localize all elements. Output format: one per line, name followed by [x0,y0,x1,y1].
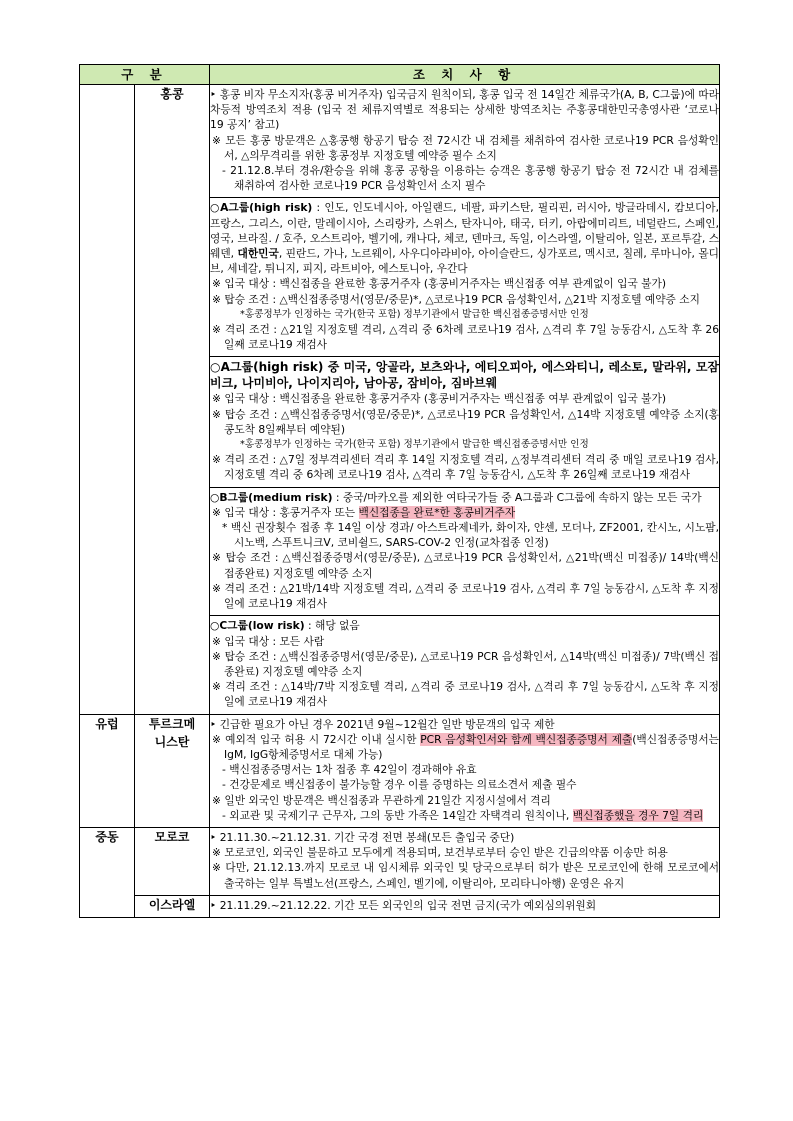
row-morocco [80,827,720,895]
group-a-special-title: ○A그룹(high risk) 중 미국, 앙골라, 보츠와나, 에티오피아, 에스와티니, 레소토, 말라위, 모잠비크, 나미비아, 나이지리아, 남아공, 잠비아, 짐바브웨 [210,360,720,391]
turkmenistan-measures [210,714,720,827]
text-span: - 외교관 및 국제기구 근무자, 그의 동반 가족은 14일간 자택격리 원칙이나, [222,808,573,822]
text-line: ※ 탑승 조건 : △백신접종증명서(영문/중문), △코로나19 PCR 음성확인서, △14박(백신 미접종)/ 7박(백신 접종완료) 지정호텔 예약증 소지 [212,649,720,678]
group-a-special-section [210,356,719,486]
footnote: *홍콩정부가 인정하는 국가(한국 포함) 정부기관에서 발급한 백신접종증명서만 인정 [240,439,589,451]
group-b-title: ○B그룹(medium risk) [210,490,333,504]
text-line-highlight [210,808,719,823]
text-line: ※ 격리 조건 : △14박/7박 지정호텔 격리, △격리 중 코로나19 검사, △격리 후 7일 능동감시, △도착 후 지정일에 코로나19 재검사 [212,680,720,709]
group-c-header [210,618,719,633]
text-line: - 건강문제로 백신접종이 불가능할 경우 이를 증명하는 의료소견서 제출 필수 [222,778,577,792]
group-a-title: ○A그룹(high risk) [210,201,313,215]
header-category: 구 분 [80,65,210,85]
text-span: : 인도, 인도네시아, 아일랜드, 네팔, 파키스탄, 필리핀, 러시아, 방글라데시, 캄보디아, 프랑스, 그리스, 이란, 말레이시아, 스리랑카, 스위스, 탄자니아, 태국, 터키, 아랍에미리트, 네덜란드, 스페인, 영국, 브라질. / 호주, 오스트리아, 벨기에, 캐나다, 체코, 덴마크, 독일, 이스라엘, 이탈리아, 일본, 포르투갈, 스웨덴, [210,201,720,261]
text-span: : 중국/마카오를 제외한 여타국가들 중 A그룹과 C그룹에 속하지 않는 모든 국가 [332,490,702,504]
text-line: ‣ 21.11.30.~21.12.31. 기간 국경 전면 봉쇄(모든 출입국 중단) [210,830,515,844]
text-line: - 백신접종증명서는 1차 접종 후 42일이 경과해야 유효 [222,763,477,777]
text-line: ※ 격리 조건 : △21박/14박 지정호텔 격리, △격리 중 코로나19 검사, △격리 후 7일 능동감시, △도착 후 지정일에 코로나19 재검사 [212,581,720,611]
text-line: ‣ 긴급한 필요가 아닌 경우 2021년 9월~12월간 일반 방문객의 입국 제한 [210,717,555,731]
text-line: ※ 일반 외국인 방문객은 백신접종과 무관하게 21일간 지정시설에서 격리 [212,793,551,807]
israel-section [210,896,719,917]
table-header-row [80,65,720,85]
morocco-measures [210,827,720,895]
country-morocco: 모로코 [135,827,210,895]
country-hongkong: 홍콩 [135,85,210,715]
text-span: (백신접종증명서는 IgM, IgG항체증명서로 대체 가능) [224,732,719,761]
text-line: ※ 격리 조건 : △21일 지정호텔 격리, △격리 중 6차례 코로나19 검사, △격리 후 7일 능동감시, △도착 후 26일째 코로나19 재검사 [212,323,720,352]
hongkong-measures [210,85,720,715]
text-line: ※ 격리 조건 : △7일 정부격리센터 격리 후 14일 지정호텔 격리, △정부격리센터 격리 중 매일 코로나19 검사, 지정호텔 격리 중 6차례 코로나19 검사, △격리 후 7일 능동감시, △도착 후 26일째 코로나19 재검사 [212,453,720,482]
highlight-text: PCR 음성확인서와 함께 백신접종증명서 제출 [420,732,633,746]
country-turkmenistan: 투르크메니스탄 [135,714,210,827]
text-span: , 핀란드, 가나, 노르웨이, 사우디아라비아, 아이슬란드, 싱가포르, 멕시코, 칠레, 루마니아, 몰디브, 세네갈, 튀니지, 피지, 라트비아, 에스토니아, 우간다 [210,247,719,276]
text-line: ※ 탑승 조건 : △백신접종증명서(영문/중문)*, △코로나19 PCR 음성확인서, △14박 지정호텔 예약증 소지(홍콩도착 8일째부터 예약된) [212,407,720,436]
group-b-entry [210,505,719,520]
region-cell-empty [80,85,135,715]
text-line: ※ 다만, 21.12.13.까지 모로코 내 임시체류 외국인 및 당국으로부터 허가 받은 모로코인에 한해 모로코에서 출국하는 일부 특별노선(프랑스, 스페인, 벨기에, 이탈리아, 모리타니아행) 운영은 유지 [212,861,720,890]
text-line: ※ 모로코인, 외국인 불문하고 모두에게 적용되며, 보건부로부터 승인 받은 긴급의약품 이송만 허용 [212,846,668,860]
group-b-header [210,490,719,505]
text-line: - 21.12.8.부터 경유/환승을 위해 홍콩 공항을 이용하는 승객은 홍콩행 항공기 탑승 전 72시간 내 검체를 채취하여 검사한 코로나19 PCR 음성확인서 소지 필수 [222,164,720,193]
country-israel: 이스라엘 [135,895,210,917]
text-line: ※ 탑승 조건 : △백신접종증명서(영문/중문), △코로나19 PCR 음성확인서, △21박(백신 미접종)/ 14박(백신 접종완료) 지정호텔 예약증 소지 [212,551,720,580]
text-span: ※ 입국 대상 : 홍콩거주자 또는 [212,505,359,519]
text-line: ※ 입국 대상 : 백신접종을 완료한 홍콩거주자 (홍콩비거주자는 백신접종 여부 관계없이 입국 불가) [212,277,666,291]
text-line: ‣ 홍콩 비자 무소지자(홍콩 비거주자) 입국금지 원칙이되, 홍콩 입국 전 14일간 체류국가(A, B, C그룹)에 따라 차등적 방역조치 적용 (입국 전 체류지역별로 적용되는 상세한 방역조치는 주홍콩대한민국총영사관 ‘코로나19 공지’ 참고) [210,88,720,132]
text-span: : 해당 없음 [304,619,360,633]
row-turkmenistan [80,714,720,827]
header-measures: 조 치 사 항 [210,65,720,85]
region-europe: 유럽 [80,714,135,827]
text-line-highlight [210,732,719,762]
group-a-section [210,197,719,356]
text-line: ‣ 21.11.29.~21.12.22. 기간 모든 외국인의 입국 전면 금지(국가 예외심의위원회 [210,898,597,912]
measures-table [79,64,720,918]
group-c-title: ○C그룹(low risk) [210,619,305,633]
row-hongkong [80,85,720,715]
group-c-section [210,615,719,713]
morocco-section [210,828,719,895]
region-middle-east: 중동 [80,827,135,917]
korea-bold: 대한민국 [237,247,279,261]
turkmenistan-section [210,715,719,827]
text-line: ※ 입국 대상 : 모든 사람 [212,634,325,648]
footnote: *홍콩정부가 인정하는 국가(한국 포함) 정부기관에서 발급한 백신접종증명서만 인정 [240,308,589,320]
highlight-text: 백신접종했을 경우 7일 격리 [572,808,704,822]
hongkong-intro [210,85,719,197]
highlight-text: 백신접종을 완료*한 홍콩비거주자 [358,505,516,519]
row-israel [80,895,720,917]
text-line: * 백신 권장횟수 접종 후 14일 이상 경과/ 아스트라제네카, 화이자, 얀센, 모더나, ZF2001, 칸시노, 시노팜, 시노백, 스푸트니크V, 코비쉴드, SARS-COV-2 인정(교차접종 인정) [222,521,720,550]
group-a-countries [210,200,719,276]
text-line: ※ 탑승 조건 : △백신접종증명서(영문/중문)*, △코로나19 PCR 음성확인서, △21박 지정호텔 예약증 소지 [212,292,700,306]
text-span: ※ 예외적 입국 허용 시 72시간 이내 실시한 [212,732,421,746]
text-line: ※ 모든 홍콩 방문객은 △홍콩행 항공기 탑승 전 72시간 내 검체를 채취하여 검사한 코로나19 PCR 음성확인서, △의무격리를 위한 홍콩정부 지정호텔 예약증 필수 소지 [212,133,720,162]
israel-measures [210,895,720,917]
group-b-section [210,487,719,616]
text-line: ※ 입국 대상 : 백신접종을 완료한 홍콩거주자 (홍콩비거주자는 백신접종 여부 관계없이 입국 불가) [212,392,666,406]
